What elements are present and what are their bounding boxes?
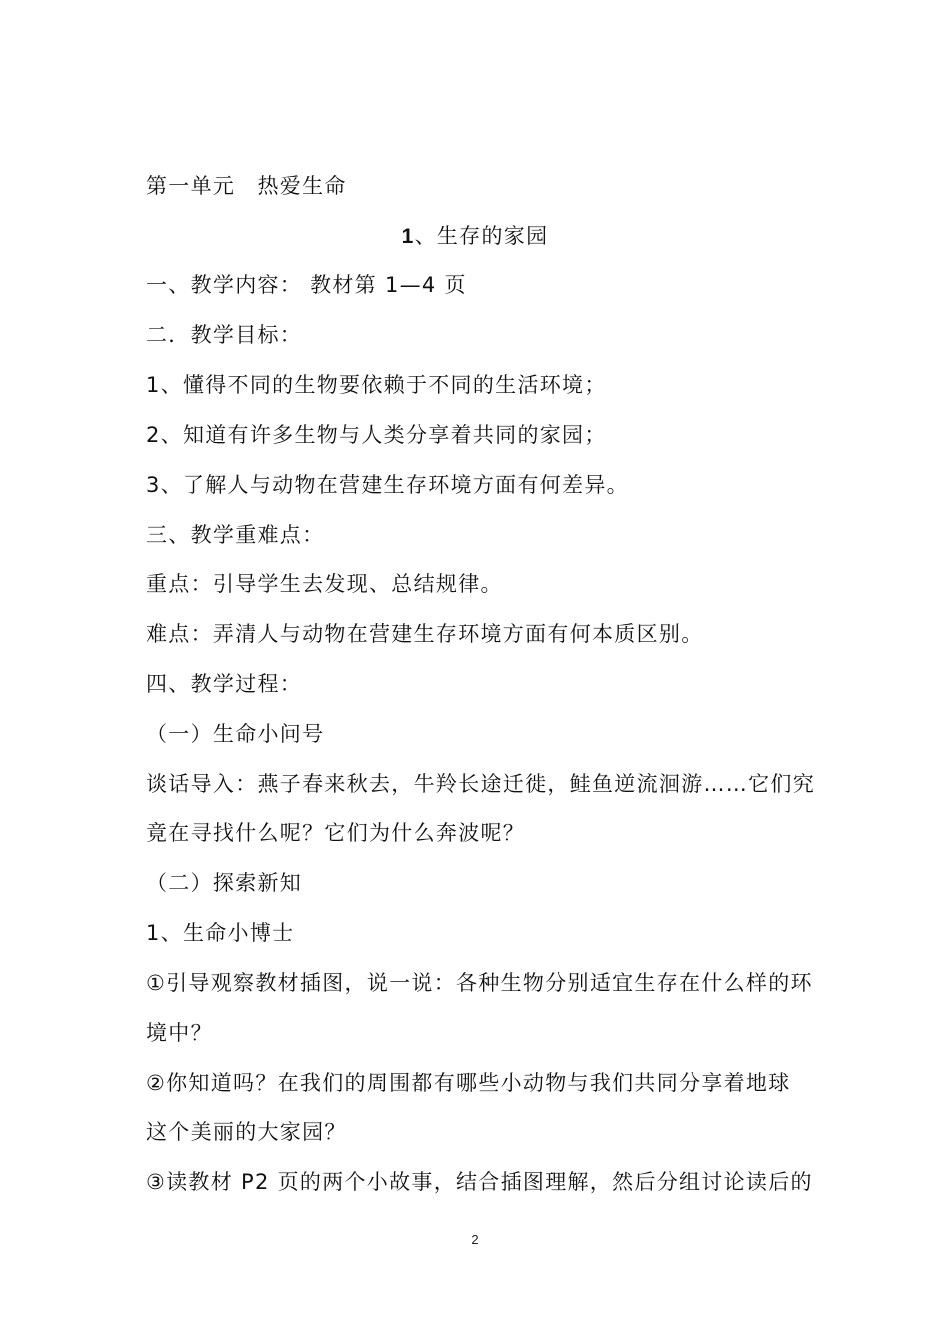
paragraph-line: 竟在寻找什么呢？它们为什么奔波呢？ (146, 821, 526, 845)
key-point: 重点：引导学生去发现、总结规律。 (146, 572, 503, 596)
paragraph-line: 谈话导入：燕子春来秋去，牛羚长途迁徙，鲑鱼逆流洄游……它们究 (146, 772, 815, 796)
paragraph-line: ③读教材 P2 页的两个小故事，结合插图理解，然后分组讨论读后的 (146, 1170, 813, 1194)
goal-item-3: 3、了解人与动物在营建生存环境方面有何差异。 (146, 473, 629, 497)
goal-item-2: 2、知道有许多生物与人类分享着共同的家园； (146, 423, 607, 447)
paragraph-line: ②你知道吗？在我们的周围都有哪些小动物与我们共同分享着地球 (146, 1071, 791, 1095)
paragraph-line: 境中？ (146, 1021, 213, 1045)
difficult-point: 难点：弄清人与动物在营建生存环境方面有何本质区别。 (146, 622, 704, 646)
goal-item-1: 1、懂得不同的生物要依赖于不同的生活环境； (146, 373, 607, 397)
item-life-doctor: 1、生命小博士 (146, 921, 295, 945)
subsection-explore: （二）探索新知 (146, 871, 303, 895)
subsection-life-questions: （一）生命小问号 (146, 722, 325, 746)
lesson-number: 1 (401, 225, 415, 248)
lesson-title-text: 、生存的家园 (414, 224, 549, 248)
page-number: 2 (471, 1232, 479, 1247)
paragraph-line: 这个美丽的大家园？ (146, 1120, 347, 1144)
paragraph-line: ①引导观察教材插图，说一说：各种生物分别适宜生存在什么样的环 (146, 971, 813, 995)
lesson-title (0, 221, 950, 252)
section-key-points: 三、教学重难点： (146, 523, 325, 547)
section-teaching-goals: 二．教学目标： (146, 323, 303, 347)
unit-title: 第一单元 热爱生命 (146, 174, 347, 198)
section-teaching-content: 一、教学内容： 教材第 1—4 页 (146, 273, 467, 297)
section-teaching-process: 四、教学过程： (146, 672, 303, 696)
